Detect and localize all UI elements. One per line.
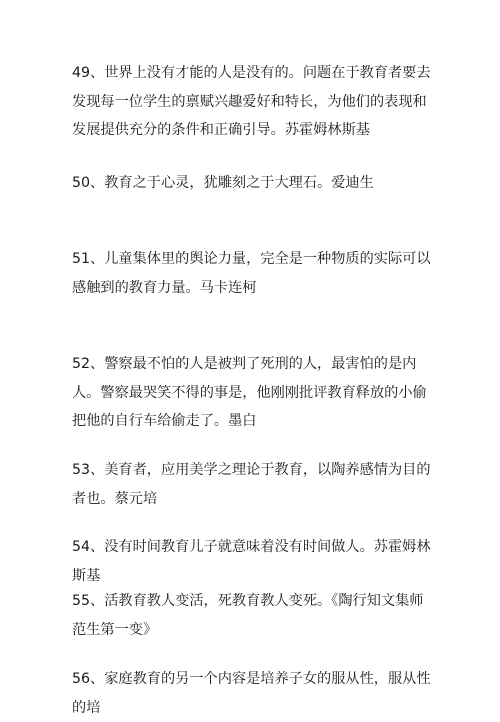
quote-50: 50、教育之于心灵，犹雕刻之于大理石。爱迪生: [72, 175, 374, 191]
quote-49: 49、世界上没有才能的人是没有的。问题在于教育者要去发现每一位学生的禀赋兴趣爱好和特长，为他们的表现和发展提供充分的条件和正确引导。苏霍姆林斯基: [72, 65, 431, 138]
quote-51: 51、儿童集体里的舆论力量，完全是一种物质的实际可以感触到的教育力量。马卡连柯: [72, 251, 431, 296]
quote-54: 54、没有时间教育儿子就意味着没有时间做人。苏霍姆林斯基: [72, 539, 431, 584]
quote-53: 53、美育者，应用美学之理论于教育，以陶养感情为目的者也。蔡元培: [72, 462, 431, 507]
quote-55: 55、活教育教人变活，死教育教人变死。《陶行知文集师范生第一变》: [72, 593, 424, 638]
quote-56: 56、家庭教育的另一个内容是培养子女的服从性，服从性的培: [72, 671, 431, 716]
quote-52: 52、警察最不怕的人是被判了死刑的人，最害怕的是内人。警察最哭笑不得的事是，他刚刚批评教育释放的小偷把他的自行车给偷走了。墨白: [72, 356, 427, 429]
